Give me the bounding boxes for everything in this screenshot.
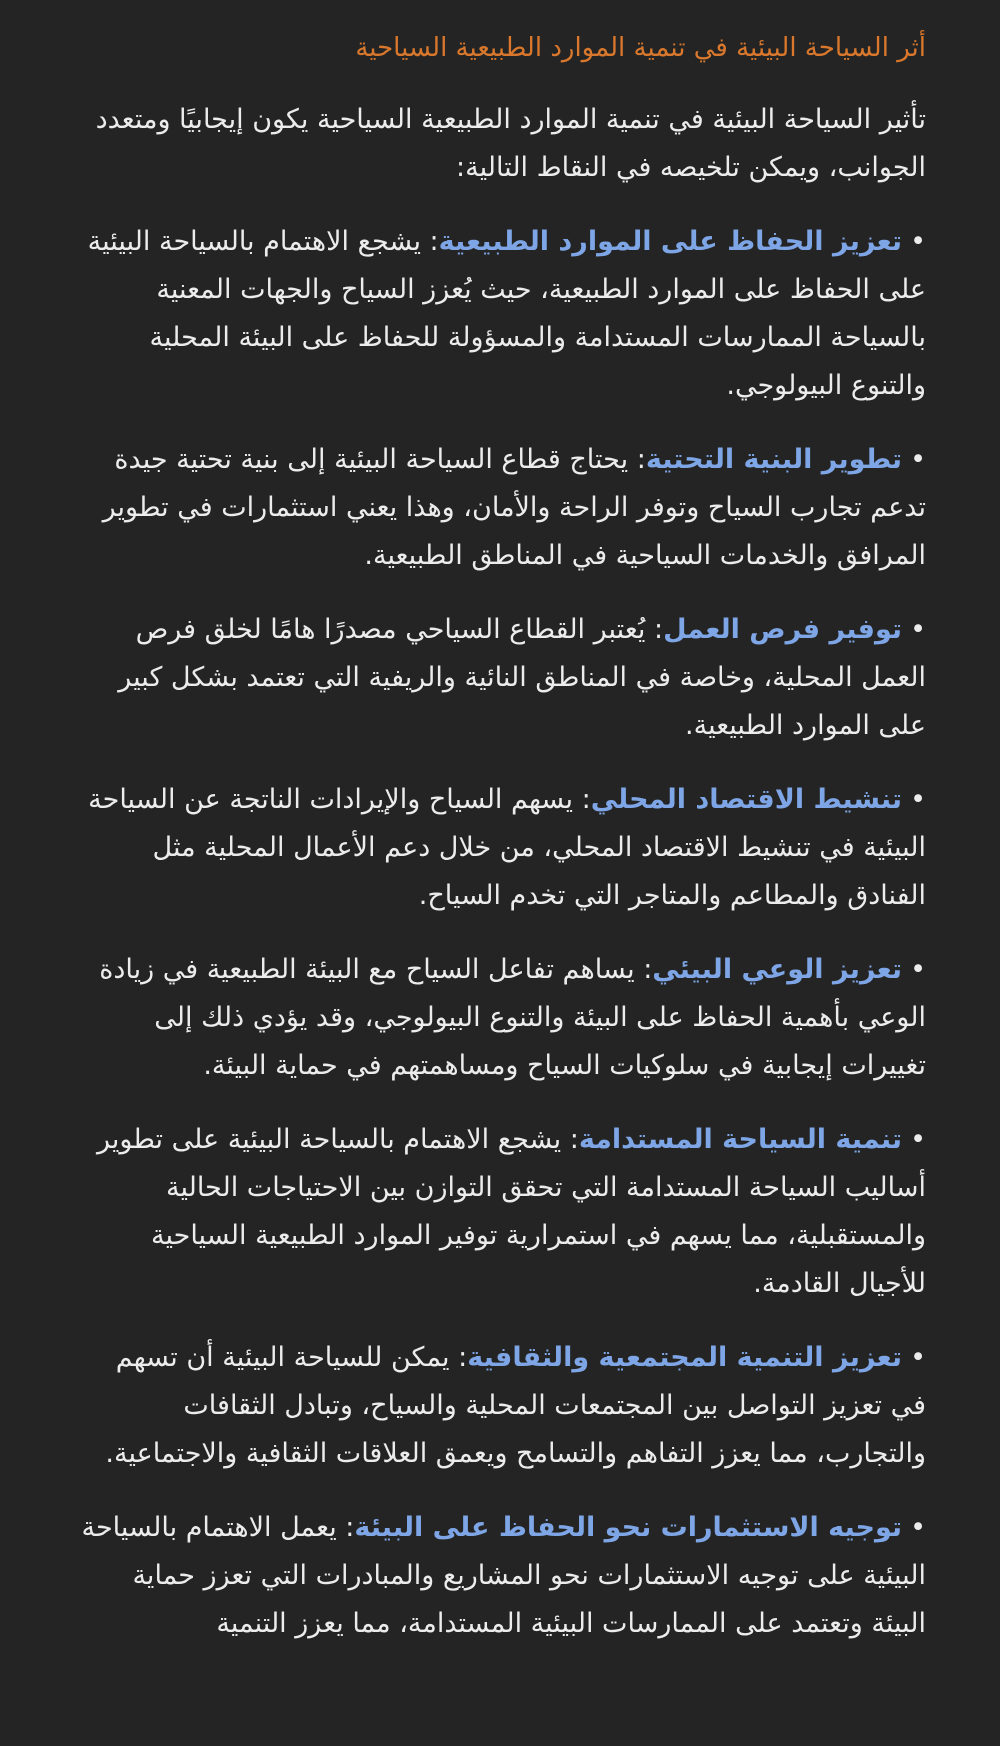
page-title: أثر السياحة البيئية في تنمية الموارد الطبيعية السياحية bbox=[355, 33, 926, 63]
bullet-icon: • bbox=[910, 784, 926, 815]
list-item bbox=[78, 946, 926, 1090]
list-item bbox=[78, 436, 926, 580]
bullet-icon: • bbox=[910, 954, 926, 985]
point-separator: : bbox=[573, 784, 591, 815]
point-term: تعزيز الوعي البيئي bbox=[652, 954, 903, 985]
list-item bbox=[78, 606, 926, 750]
point-term: تنشيط الاقتصاد المحلي bbox=[590, 784, 903, 815]
point-text: يحتاج قطاع السياحة البيئية إلى بنية تحتية جيدة تدعم تجارب السياح وتوفر الراحة والأمان، وهذا يعني استثمارات في تطوير المرافق والخدمات السياحية في المناطق الطبيعية. bbox=[102, 444, 926, 571]
intro-paragraph: تأثير السياحة البيئية في تنمية الموارد الطبيعية السياحية يكون إيجابيًا ومتعدد الجوانب، ويمكن تلخيصه في النقاط التالية: bbox=[95, 104, 926, 183]
point-term: تطوير البنية التحتية bbox=[645, 444, 903, 475]
list-item bbox=[78, 1334, 926, 1478]
point-term: توفير فرص العمل bbox=[663, 614, 903, 645]
point-text: يعمل الاهتمام بالسياحة البيئية على توجيه الاستثمارات نحو المشاريع والمبادرات التي تعزز حماية البيئة وتعتمد على الممارسات البيئية المستدامة، مما يعزز التنمية bbox=[81, 1512, 926, 1639]
bullet-icon: • bbox=[910, 1512, 926, 1543]
point-text: يساهم تفاعل السياح مع البيئة الطبيعية في زيادة الوعي بأهمية الحفاظ على البيئة والتنوع البيولوجي، وقد يؤدي ذلك إلى تغييرات إيجابية في سلوكيات السياح ومساهمتهم في حماية البيئة. bbox=[99, 954, 926, 1081]
point-term: تعزيز الحفاظ على الموارد الطبيعية bbox=[438, 226, 903, 257]
list-item bbox=[78, 1116, 926, 1308]
point-separator: : bbox=[449, 1342, 468, 1373]
bullet-icon: • bbox=[910, 226, 926, 257]
point-separator: : bbox=[561, 1124, 579, 1155]
point-term: تعزيز التنمية المجتمعية والثقافية bbox=[467, 1342, 903, 1373]
point-text: يسهم السياح والإيرادات الناتجة عن السياحة البيئية في تنشيط الاقتصاد المحلي، من خلال دعم الأعمال المحلية مثل الفنادق والمطاعم والمتاجر التي تخدم السياح. bbox=[88, 784, 926, 911]
list-item bbox=[78, 1504, 926, 1648]
point-separator: : bbox=[420, 226, 439, 257]
list-item bbox=[78, 776, 926, 920]
bullet-icon: • bbox=[910, 614, 926, 645]
point-separator: : bbox=[645, 614, 664, 645]
point-text: يُعتبر القطاع السياحي مصدرًا هامًا لخلق فرص العمل المحلية، وخاصة في المناطق النائية والريفية التي تعتمد بشكل كبير على الموارد الطبيعية. bbox=[118, 614, 926, 741]
list-item bbox=[78, 218, 926, 410]
points-list bbox=[78, 218, 926, 1648]
bullet-icon: • bbox=[910, 444, 926, 475]
point-separator: : bbox=[336, 1512, 355, 1543]
point-separator: : bbox=[628, 444, 646, 475]
point-text: يمكن للسياحة البيئية أن تسهم في تعزيز التواصل بين المجتمعات المحلية والسياح، وتبادل الثقافات والتجارب، مما يعزز التفاهم والتسامح ويعمق العلاقات الثقافية والاجتماعية. bbox=[105, 1342, 926, 1469]
bullet-icon: • bbox=[910, 1124, 926, 1155]
point-text: يشجع الاهتمام بالسياحة البيئية على الحفاظ على الموارد الطبيعية، حيث يُعزز السياح والجهات المعنية بالسياحة الممارسات المستدامة والمسؤولة للحفاظ على البيئة المحلية والتنوع البيولوجي. bbox=[87, 226, 926, 401]
point-separator: : bbox=[634, 954, 653, 985]
point-term: تنمية السياحة المستدامة bbox=[578, 1124, 903, 1155]
point-text: يشجع الاهتمام بالسياحة البيئية على تطوير أساليب السياحة المستدامة التي تحقق التوازن بين الاحتياجات الحالية والمستقبلية، مما يسهم في استمرارية توفير الموارد الطبيعية السياحية للأجيال القادمة. bbox=[97, 1124, 926, 1299]
bullet-icon: • bbox=[910, 1342, 926, 1373]
point-term: توجيه الاستثمارات نحو الحفاظ على البيئة bbox=[354, 1512, 903, 1543]
